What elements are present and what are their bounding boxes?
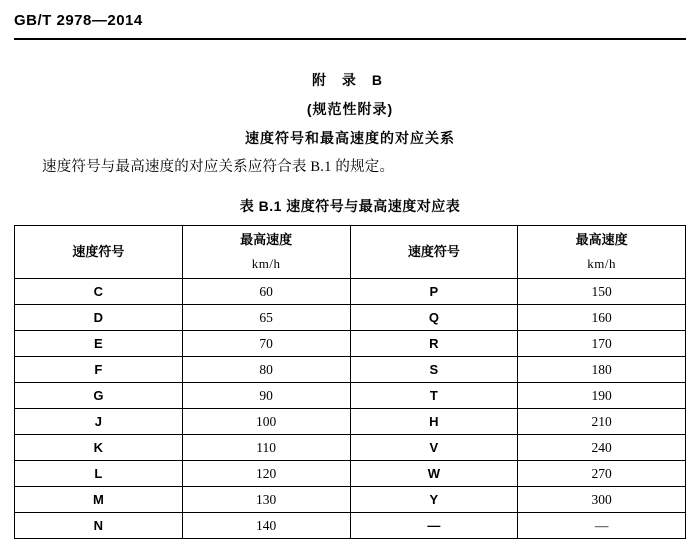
header-divider [14,38,686,40]
cell-symbol-left: G [15,383,183,409]
cell-speed-left: 120 [182,461,350,487]
cell-symbol-left: C [15,279,183,305]
cell-speed-right: 210 [518,409,686,435]
cell-symbol-right: P [350,279,518,305]
cell-symbol-right: H [350,409,518,435]
cell-symbol-right: S [350,357,518,383]
column-header-max-speed-left [182,226,350,279]
annex-title: 速度符号和最高速度的对应关系 [245,130,455,146]
cell-speed-right: 270 [518,461,686,487]
column-header-text: 最高速度 [575,231,628,247]
cell-speed-right: 170 [518,331,686,357]
cell-speed-left: 140 [182,513,350,539]
table-row [15,461,686,487]
table-header-row [15,226,686,279]
cell-speed-left: 100 [182,409,350,435]
cell-speed-left: 110 [182,435,350,461]
standard-code: GB/T 2978—2014 [14,12,143,29]
speed-symbol-table [14,225,686,539]
table-row [15,383,686,409]
annex-heading [0,70,700,148]
cell-symbol-right: W [350,461,518,487]
column-header-text: 速度符号 [407,243,460,259]
cell-speed-left: 65 [182,305,350,331]
cell-symbol-left: N [15,513,183,539]
cell-symbol-left: L [15,461,183,487]
annex-label: 附 录 B [312,72,388,88]
cell-speed-right: 160 [518,305,686,331]
cell-symbol-left: M [15,487,183,513]
cell-speed-left: 60 [182,279,350,305]
cell-symbol-left: D [15,305,183,331]
cell-speed-right: 240 [518,435,686,461]
cell-symbol-right: T [350,383,518,409]
table-row [15,279,686,305]
cell-speed-left: 90 [182,383,350,409]
table-row [15,357,686,383]
cell-symbol-right: — [350,513,518,539]
table-row [15,487,686,513]
cell-speed-right: 180 [518,357,686,383]
column-header-speed-symbol-right [350,226,518,279]
cell-speed-right: 190 [518,383,686,409]
table-row [15,513,686,539]
cell-symbol-left: E [15,331,183,357]
cell-speed-right: 300 [518,487,686,513]
body-paragraph: 速度符号与最高速度的对应关系应符合表 B.1 的规定。 [42,159,395,175]
cell-speed-left: 70 [182,331,350,357]
column-header-text: 速度符号 [72,243,125,259]
cell-symbol-right: V [350,435,518,461]
table-row [15,305,686,331]
annex-type: (规范性附录) [306,101,394,117]
cell-speed-right: — [518,513,686,539]
column-header-unit: km/h [587,256,616,271]
cell-speed-left: 80 [182,357,350,383]
cell-symbol-left: J [15,409,183,435]
cell-speed-right: 150 [518,279,686,305]
cell-symbol-right: Q [350,305,518,331]
column-header-speed-symbol-left [15,226,183,279]
column-header-unit: km/h [251,256,281,271]
cell-symbol-left: F [15,357,183,383]
cell-symbol-right: Y [350,487,518,513]
table-row [15,435,686,461]
cell-symbol-left: K [15,435,183,461]
table-caption: 表 B.1 速度符号与最高速度对应表 [239,198,461,214]
table-row [15,331,686,357]
column-header-max-speed-right [518,226,686,279]
cell-symbol-right: R [350,331,518,357]
table-row [15,409,686,435]
column-header-text: 最高速度 [240,231,293,247]
cell-speed-left: 130 [182,487,350,513]
